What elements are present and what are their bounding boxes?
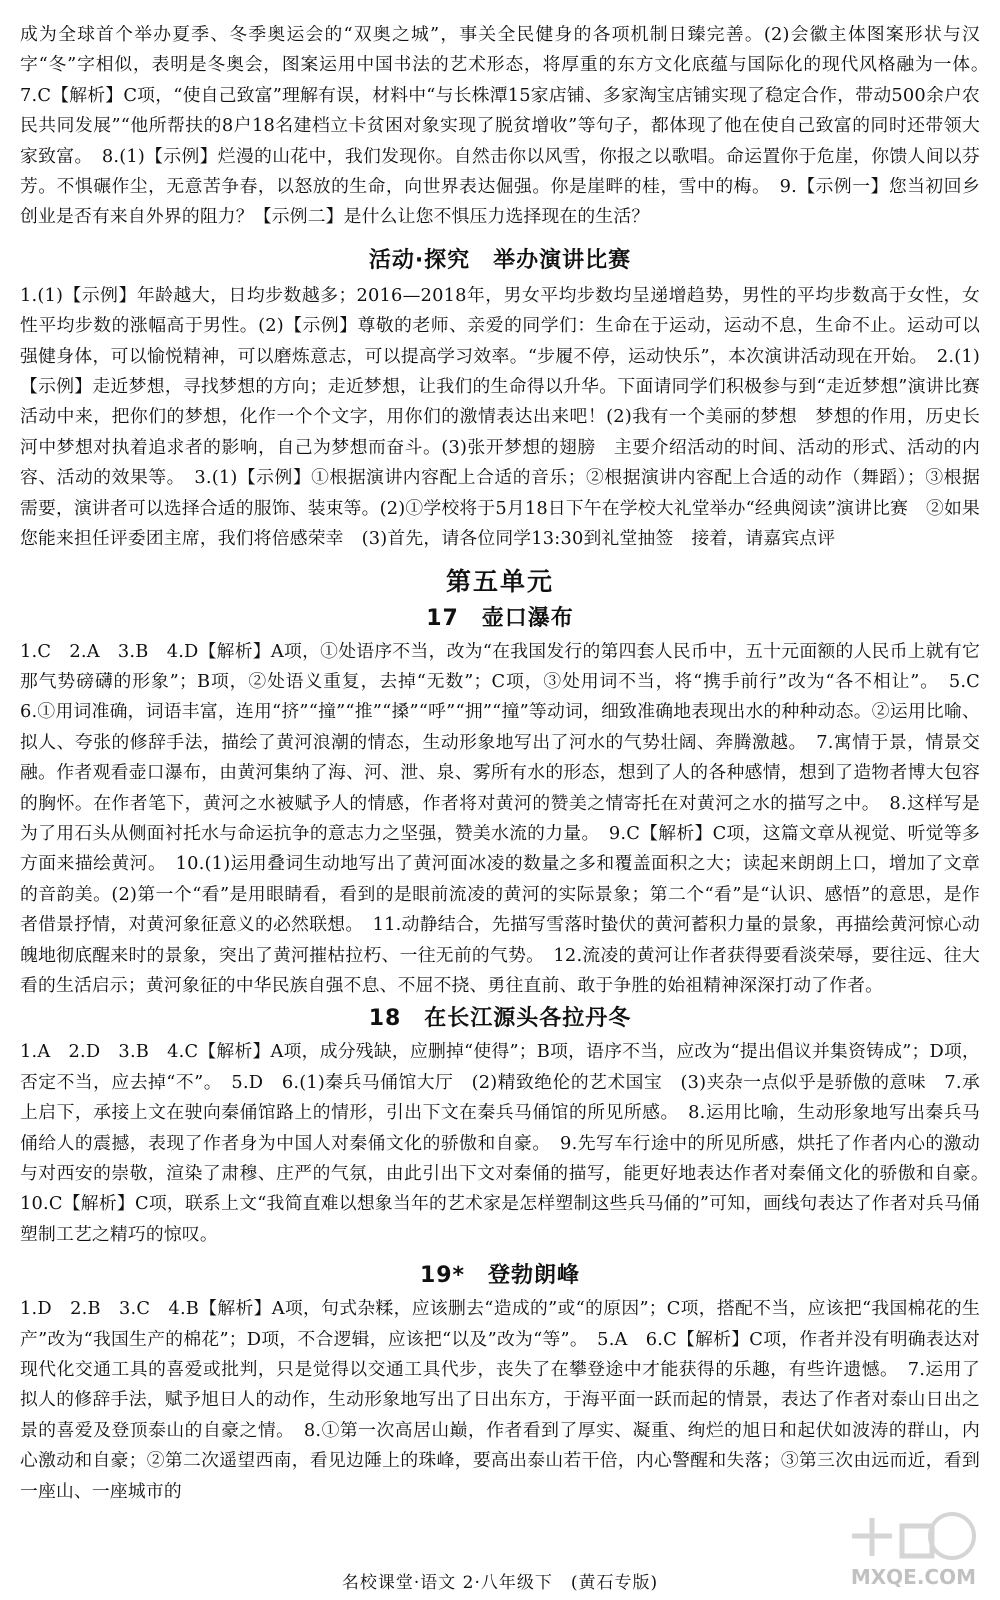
lesson-19-heading: 19* 登勃朗峰 bbox=[419, 1263, 581, 1289]
activity-heading: 活动·探究 举办演讲比赛 bbox=[368, 247, 632, 273]
lesson-18-heading: 18 在长江源头各拉丹冬 bbox=[368, 1006, 632, 1032]
lesson-17-answers-text: 1.C 2.A 3.B 4.D【解析】A项，①处语序不当，改为“在我国发行的第四套人民币中，五十元面额的人民币上就有它那气势磅礴的形象”；B项，②处语义重复，去掉“无数”；C项，③处用词不当，将“携手前行”改为“各不相让”。 5.C 6.①用词准确，词语丰富，连用“挤”“撞”“推”“搡”“呼”“拥”“撞”等动词，细致准确地表现出水的种种动态。②运用比喻、拟人、夸张的修辞手法，描绘了黄河浪潮的情态，生动形象地写出了河水的气势壮阔、奔腾激越。 7.寓情于景，情景交融。作者观看壶口瀑布，由黄河集纳了海、河、泄、泉、雾所有水的形态，想到了人的各种感情，想到了造物者博大包容的胸怀。在作者笔下，黄河之水被赋予人的情感，作者将对黄河的赞美之情寄托在对黄河之水的描写之中。 8.这样写是为了用石头从侧面衬托水与命运抗争的意志力之坚强，赞美水流的力量。 9.C【解析】C项，这篇文章从视觉、听觉等多方面来描绘黄河。 10.(1)运用叠词生动地写出了黄河面冰凌的数量之多和覆盖面积之大；读起来朗朗上口，增加了文章的音韵美。(2)第一个“看”是用眼睛看，看到的是眼前流凌的黄河的实际景象；第二个“看”是“认识、感悟”的意思，是作者借景抒情，对黄河象征意义的必然联想。 11.动静结合，先描写雪落时蛰伏的黄河蓄积力量的景象，再描绘黄河惊心动魄地彻底醒来时的景象，突出了黄河摧枯拉朽、一往无前的气势。 12.流凌的黄河让作者获得要看淡荣辱，要往远、往大看的生活启示；黄河象征的中华民族自强不息、不屈不挠、勇往直前、敢于争胜的始祖精神深深打动了作者。 bbox=[20, 640, 998, 996]
watermark-text: MXQE.COM bbox=[850, 1565, 976, 1589]
lesson-17-heading: 17 壶口瀑布 bbox=[426, 605, 574, 631]
continued-answers-text: 成为全球首个举办夏季、冬季奥运会的“双奥之城”，事关全民健身的各项机制日臻完善。(2)会徽主体图案形状与汉字“冬”字相似，表明是冬奥会，图案运用中国书法的艺术形态，将厚重的东方文化底蕴与国际化的现代风格融为一体。 7.C【解析】C项，“使自己致富”理解有误，材料中“与长株潭15家店铺、多家淘宝店铺实现了稳定合作，带动500余户农民共同发展”“他所帮扶的8户18名建档立卡贫困对象实现了脱贫增收”等句子，都体现了他在使自己致富的同时还带领大家致富。 8.(1)【示例】烂漫的山花中，我们发现你。自然击你以风雪，你报之以歌唱。命运置你于危崖，你馈人间以芬芳。不惧碾作尘，无意苦争春，以怒放的生命，向世界表达倔强。你是崖畔的桂，雪中的梅。 9.【示例一】您当初回乡创业是否有来自外界的阻力？【示例二】是什么让您不惧压力选择现在的生活？ bbox=[20, 24, 998, 228]
activity-answers-text: 1.(1)【示例】年龄越大，日均步数越多；2016—2018年，男女平均步数均呈递增趋势，男性的平均步数高于女性，女性平均步数的涨幅高于男性。(2)【示例】尊敬的老师、亲爱的同学们：生命在于运动，运动不息，生命不止。运动可以强健身体，可以愉悦精神，可以磨炼意志，可以提高学习效率。“步履不停，运动快乐”，本次演讲活动现在开始。 2.(1)【示例】走近梦想，寻找梦想的方向；走近梦想，让我们的生命得以升华。下面请同学们积极参与到“走近梦想”演讲比赛活动中来，把你们的梦想，化作一个个文字，用你们的激情表达出来吧！(2)我有一个美丽的梦想 梦想的作用，历史长河中梦想对执着追求者的影响，自己为梦想而奋斗。(3)张开梦想的翅膀 主要介绍活动的时间、活动的形式、活动的内容、活动的效果等。 3.(1)【示例】①根据演讲内容配上合适的音乐；②根据演讲内容配上合适的动作（舞蹈）；③根据需要，演讲者可以选择合适的服饰、装束等。(2)①学校将于5月18日下午在学校大礼堂举办“经典阅读”演讲比赛 ②如果您能来担任评委团主席，我们将倍感荣幸 (3)首先，请各位同学13:30到礼堂抽签 接着，请嘉宾点评 bbox=[20, 284, 980, 550]
unit-heading: 第五单元 bbox=[445, 566, 554, 596]
lesson-19-answers-text: 1.D 2.B 3.C 4.B【解析】A项，句式杂糅，应该删去“造成的”或“的原因”；C项，搭配不当，应该把“我国棉花的生产”改为“我国生产的棉花”；D项，不合逻辑，应该把“以及”改为“等”。 5.A 6.C【解析】C项，作者并没有明确表达对现代化交通工具的喜爱或批判，只是觉得以交通工具代步，丧失了在攀登途中才能获得的乐趣，有些许遗憾。 7.运用了拟人的修辞手法，赋予旭日人的动作，生动形象地写出了日出东方，于海平面一跃而起的情景，表达了作者对泰山日出之景的喜爱及登顶泰山的自豪之情。 8.①第一次高居山巅，作者看到了厚实、凝重、绚烂的旭日和起伏如波涛的群山，内心激动和自豪；②第二次遥望西南，看见边陲上的珠峰，要高出泰山若干倍，内心警醒和失落；③第三次由远而近，看到一座山、一座城市的 bbox=[20, 1298, 980, 1502]
page-footer: 名校课堂·语文 2·八年级下 (黄石专版) bbox=[341, 1573, 659, 1593]
lesson-18-answers-text: 1.A 2.D 3.B 4.C【解析】A项，成分残缺，应删掉“使得”；B项，语序不当，应改为“提出倡议并集资铸成”；D项，否定不当，应去掉“不”。 5.D 6.(1)秦兵马俑馆大厅 (2)精致绝伦的艺术国宝 (3)夹杂一点似乎是骄傲的意味 7.承上启下，承接上文在驶向秦俑馆路上的情形，引出下文在秦兵马俑馆的所见所感。 8.运用比喻，生动形象地写出秦兵马俑给人的震撼，表现了作者身为中国人对秦俑文化的骄傲和自豪。 9.先写车行途中的所见所感，烘托了作者内心的激动与对西安的崇敬，渲染了肃穆、庄严的气氛，由此引出下文对秦俑的描写，能更好地表达作者对秦俑文化的骄傲和自豪。 10.C【解析】C项，联系上文“我简直难以想象当年的艺术家是怎样塑制这些兵马俑的”可知，画线句表达了作者对兵马俑塑制工艺之精巧的惊叹。 bbox=[20, 1041, 998, 1245]
